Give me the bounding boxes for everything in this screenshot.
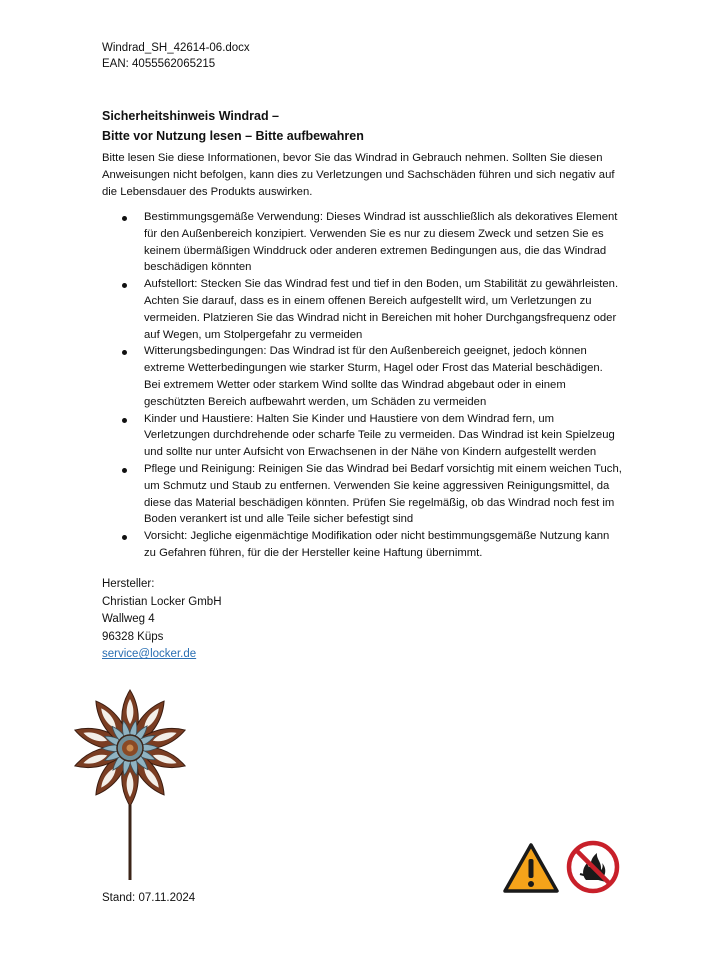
bullet-dot xyxy=(122,283,127,288)
intro-paragraph: Bitte lesen Sie diese Informationen, bevor Sie das Windrad in Gebrauch nehmen. Sollten Sie diesen Anweisungen nicht befolgen, kann dies zu Verletzungen und Sachschäden führen und sich negativ auf die Lebensdauer des Produkts auswirken. xyxy=(102,152,615,198)
document-title xyxy=(102,106,364,146)
list-item xyxy=(102,276,622,343)
list-item xyxy=(102,528,622,562)
warning-icon xyxy=(502,842,560,894)
revision-date: Stand: 07.11.2024 xyxy=(102,892,196,904)
file-name: Windrad_SH_42614-06.docx xyxy=(102,42,250,54)
manufacturer-company: Christian Locker GmbH xyxy=(102,595,222,608)
manufacturer-city: 96328 Küps xyxy=(102,630,164,643)
no-open-fire-icon xyxy=(566,840,620,894)
bullet-dot xyxy=(122,216,127,221)
list-item-text: Aufstellort: Stecken Sie das Windrad fest und tief in den Boden, um Stabilität zu gewährleisten. Achten Sie darauf, dass es in einem offenen Bereich aufgestellt wird, um Verletzungen zu vermeiden. Platzieren Sie das Windrad nicht in Bereichen mit hoher Durchgangsfrequenz oder auf Wegen, um Stolpergefahr zu vermeiden xyxy=(144,278,619,341)
list-item-text: Bestimmungsgemäße Verwendung: Dieses Windrad ist ausschließlich als dekoratives Element für den Außenbereich konzipiert. Verwenden Sie es nur zu diesem Zweck und setzen Sie es keinem übermäßigen Winddruck oder anderen extremen Bedingungen aus, die das Windrad beschädigen könnten xyxy=(144,211,618,274)
bullet-dot xyxy=(122,468,127,473)
bullet-dot xyxy=(122,350,127,355)
document-header xyxy=(102,40,250,72)
list-item xyxy=(102,343,622,410)
title-line-2: Bitte vor Nutzung lesen – Bitte aufbewahren xyxy=(102,129,364,143)
bullet-dot xyxy=(122,418,127,423)
manufacturer-street: Wallweg 4 xyxy=(102,613,155,626)
bullet-dot xyxy=(122,535,127,540)
email-link[interactable]: service@locker.de xyxy=(102,648,197,661)
wind-spinner-image xyxy=(68,684,192,880)
list-item xyxy=(102,411,622,461)
manufacturer-label: Hersteller: xyxy=(102,578,155,590)
list-item-text: Vorsicht: Jegliche eigenmächtige Modifikation oder nicht bestimmungsgemäße Nutzung kann zu Gefahren führen, für die der Hersteller keine Haftung übernimmt. xyxy=(144,530,610,559)
list-item xyxy=(102,209,622,276)
list-item-text: Witterungsbedingungen: Das Windrad ist für den Außenbereich geeignet, jedoch können extreme Wetterbedingungen wie starker Sturm, Hagel oder Frost das Material beschädigen. Bei extremem Wetter oder starkem Wind sollte das Windrad abgebaut oder in einem geschützten Bereich aufbewahrt werden, um Schäden zu vermeiden xyxy=(144,345,603,408)
list-item-text: Kinder und Haustiere: Halten Sie Kinder und Haustiere von dem Windrad fern, um Verletzungen durchdrehende oder scharfe Teile zu vermeiden. Das Windrad ist kein Spielzeug und sollte nur unter Aufsicht von Erwachsenen in der Nähe von Kindern aufgestellt werden xyxy=(144,412,615,459)
list-item-text: Pflege und Reinigung: Reinigen Sie das Windrad bei Bedarf vorsichtig mit einem weichen Tuch, um Schmutz und Staub zu entfernen. Verwenden Sie keine aggressiven Reinigungsmittel, da diese das Material beschädigen könnten. Prüfen Sie regelmäßig, ob das Windrad noch fest im Boden verankert ist und alle Teile sicher befestigt sind xyxy=(144,462,622,526)
ean-code: EAN: 4055562065215 xyxy=(102,58,216,70)
list-item xyxy=(102,461,622,528)
manufacturer-block xyxy=(102,576,222,664)
safety-list xyxy=(102,209,622,562)
title-line-1: Sicherheitshinweis Windrad – xyxy=(102,109,280,123)
